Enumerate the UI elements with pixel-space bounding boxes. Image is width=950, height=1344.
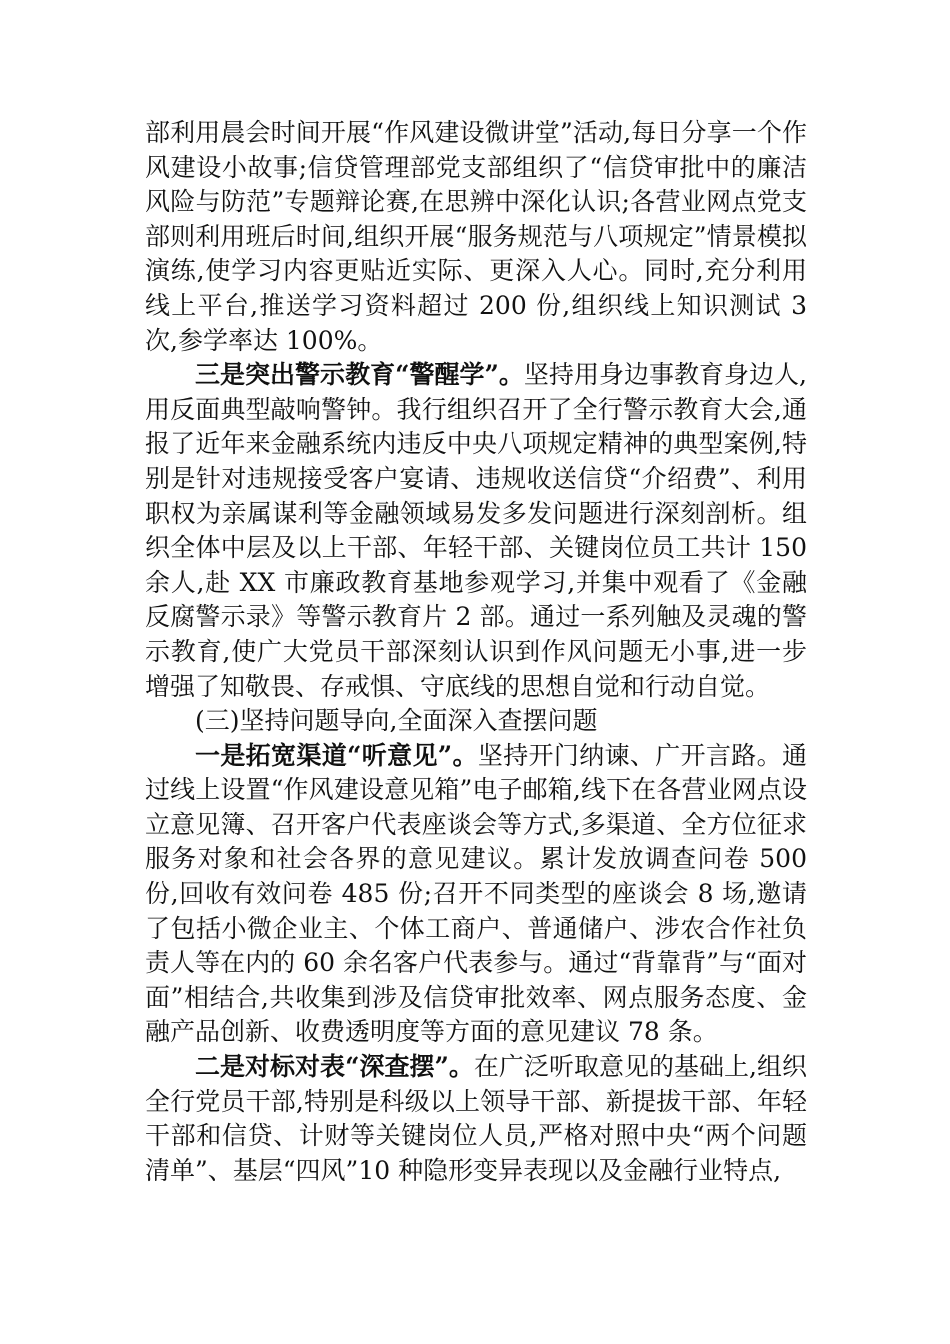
paragraph-lead: 二是对标对表“深查摆”。 (195, 1052, 474, 1082)
paragraph-lead: 一是拓宽渠道“听意见”。 (195, 740, 478, 770)
paragraph-listen-opinions (145, 739, 807, 1050)
paragraph-text: 部利用晨会时间开展“作风建设微讲堂”活动,每日分享一个作风建设小故事;信贷管理部党支部组织了“信贷审批中的廉洁风险与防范”专题辩论赛,在思辨中深化认识;各营业网点党支部则利用班后时间,组织开展“服务规范与八项规定”情景模拟演练,使学习内容更贴近实际、更深入人心。同时,充分利用线上平台,推送学习资料超过 200 份,组织线上知识测试 3 次,参学率达 100%。 (145, 118, 807, 355)
section-heading-text: (三)坚持问题导向,全面深入查摆问题 (195, 706, 598, 736)
section-heading (145, 704, 807, 739)
paragraph-continuation (145, 116, 807, 358)
paragraph-lead: 三是突出警示教育“警醒学”。 (195, 360, 524, 390)
paragraph-text: 在广泛听取意见的基础上,组织全行党员干部,特别是科级以上领导干部、新提拔干部、年轻干部和信贷、计财等关键岗位人员,严格对照中央“两个问题清单”、基层“四风”10 种隐形变异表现以及金融行业特点, (145, 1052, 808, 1185)
paragraph-text: 坚持开门纳谏、广开言路。通过线上设置“作风建设意见箱”电子邮箱,线下在各营业网点设立意见簿、召开客户代表座谈会等方式,多渠道、全方位征求服务对象和社会各界的意见建议。累计发放调查问卷 500 份,回收有效问卷 485 份;召开不同类型的座谈会 8 场,邀请了包括小微企业主、个体工商户、普通储户、涉农合作社负责人等在内的 60 余名客户代表参与。通过“背靠背”与“面对面”相结合,共收集到涉及信贷审批效率、网点服务态度、金融产品创新、收费透明度等方面的意见建议 78 条。 (145, 740, 807, 1047)
paragraph-warning-education (145, 358, 807, 704)
document-page (145, 116, 807, 1188)
paragraph-text: 坚持用身边事教育身边人,用反面典型敲响警钟。我行组织召开了全行警示教育大会,通报了近年来金融系统内违反中央八项规定精神的典型案例,特别是针对违规接受客户宴请、违规收送信贷“介绍费”、利用职权为亲属谋利等金融领域易发多发问题进行深刻剖析。组织全体中层及以上干部、年轻干部、关键岗位员工共计 150 余人,赴 XX 市廉政教育基地参观学习,并集中观看了《金融反腐警示录》等警示教育片 2 部。通过一系列触及灵魂的警示教育,使广大党员干部深刻认识到作风问题无小事,进一步增强了知敬畏、存戒惧、守底线的思想自觉和行动自觉。 (145, 360, 807, 701)
paragraph-deep-check (145, 1050, 807, 1188)
